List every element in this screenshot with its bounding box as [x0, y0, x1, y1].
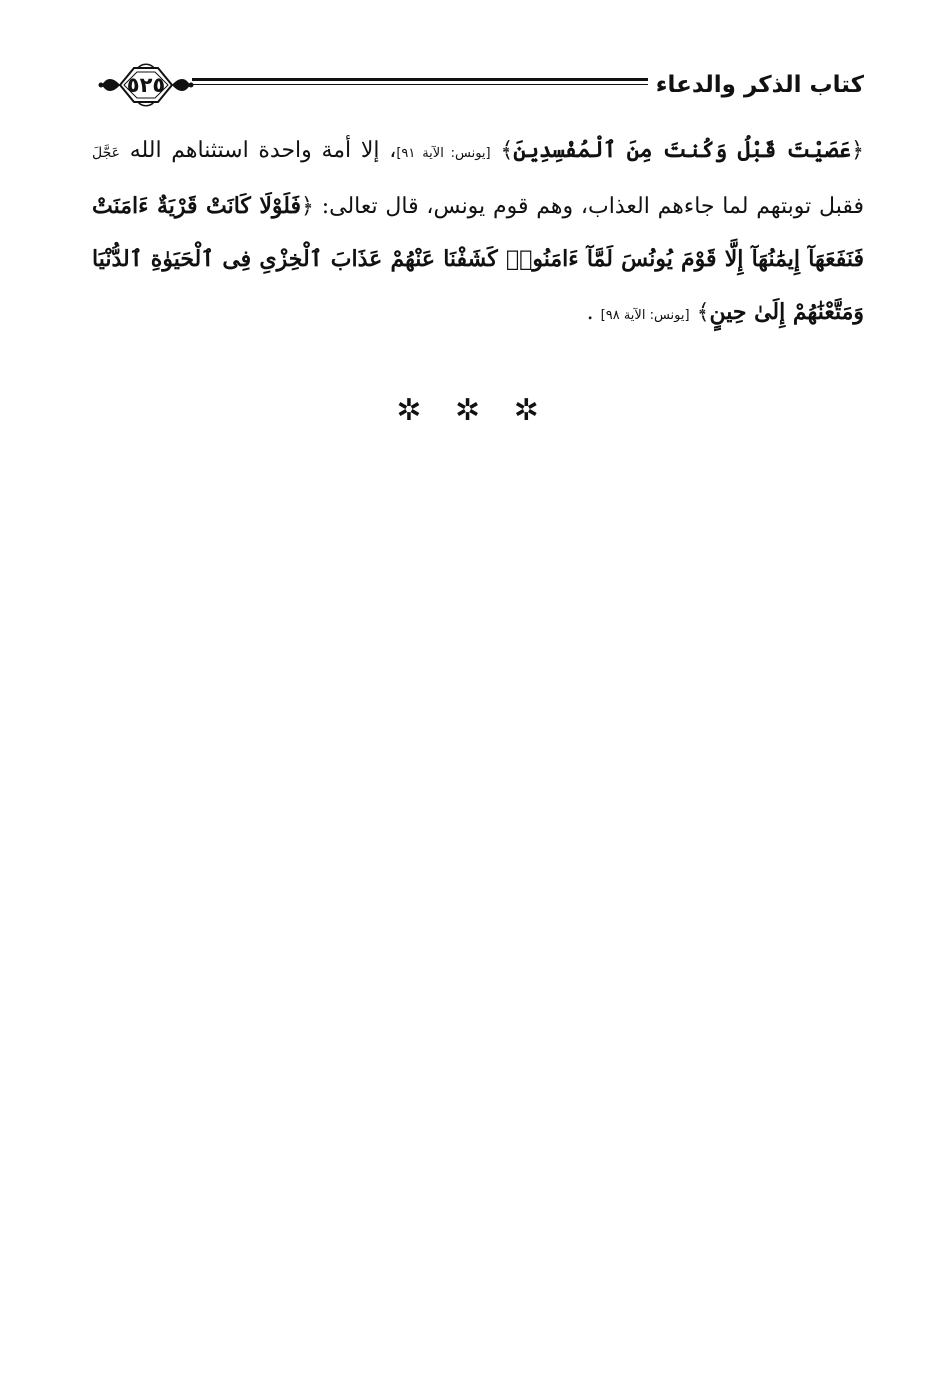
header-rule-thin [192, 84, 648, 85]
quran-close-bracket: ﴾ [500, 138, 514, 163]
body-text-end: . [586, 300, 594, 325]
quran-verse-1: عَصَيْتَ قَبْلُ وَكُنتَ مِنَ ٱلْمُفْسِدِينَ [513, 137, 852, 163]
page-number: ٥٢٥ [126, 73, 166, 97]
honorific: عَجَّلَ [92, 145, 120, 161]
page-number-badge [98, 62, 194, 108]
header-rule [192, 78, 648, 86]
verse-reference-1: [يونس: الآية ٩١] [396, 146, 491, 161]
body-text-2: فقبل توبتهم لما جاءهم العذاب، وهم قوم يونس، قال تعالى: [321, 194, 864, 219]
body-paragraph [92, 124, 864, 342]
quran-open-bracket: ﴿ [851, 138, 864, 163]
page-header [92, 62, 864, 112]
verse-reference-2: [يونس: الآية ٩٨] [600, 308, 690, 323]
section-separator: ✲ ✲ ✲ [396, 393, 551, 428]
header-rule-thick [192, 78, 648, 81]
quran-open-bracket: ﴿ [301, 194, 314, 219]
body-text-1: ، إلا أمة واحدة استثناهم الله [129, 138, 397, 163]
quran-close-bracket: ﴾ [696, 300, 710, 325]
quran-verse-2: فَلَوْلَا كَانَتْ قَرْيَةٌ ءَامَنَتْ فَنَفَعَهَآ إِيمَٰنُهَآ إِلَّا قَوْمَ يُونُسَ لَمَّآ ءَامَنُوا۟ كَشَفْنَا عَنْهُمْ عَذَابَ ٱلْخِزْىِ فِى ٱلْحَيَوٰةِ ٱلدُّنْيَا وَمَتَّعْنَٰهُمْ إِلَىٰ حِينٍ [92, 193, 864, 325]
book-title: كتاب الذكر والدعاء [655, 72, 864, 98]
